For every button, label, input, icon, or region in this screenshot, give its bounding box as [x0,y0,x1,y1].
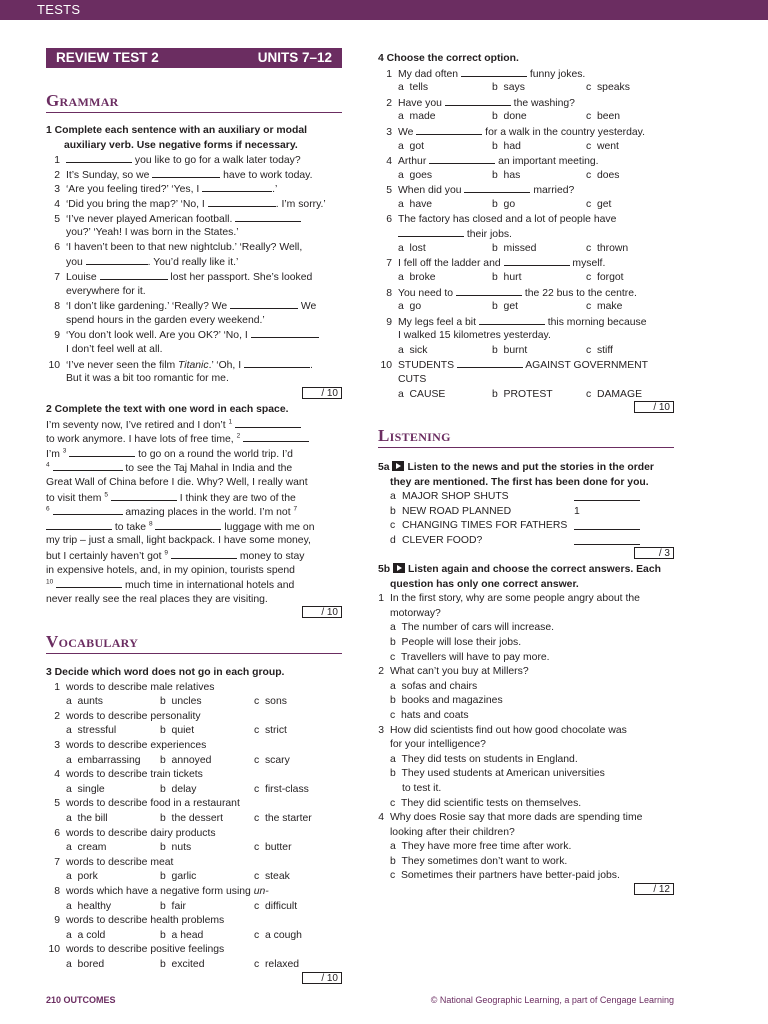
play-audio-icon[interactable] [392,461,404,471]
answer-value: 1 [574,505,580,517]
section-label: TESTS [37,2,81,17]
listening-exercise-5b: 5b Listen again and choose the correct answers. Each question has only one correct answer. 1 In the first story, why are some people angry about the motorway? a The number of cars will increase. b People will lose their jobs. c Travellers will have to pay more. 2 What can’t you buy at Millers? a sofas and chairs b books and magazines c hats and coats 3 How did scientists find out how good chocolate was for your intelligence? a They did tests on students in England. b They used students at American universities to test it. c They did scientific tests on themselves. 4 Why does Rosie say that more dads are spending time looking after their children? a They have more free time after work. b They sometimes don’t want to work. c Sometimes their partners have better-paid jobs. [378,563,674,884]
play-audio-icon[interactable] [393,563,405,573]
ex3-instruction: 3 Decide which word does not go in each group. [46,667,285,678]
test-title: REVIEW TEST 2 [56,50,159,65]
ex4-score-box: / 10 [634,401,674,413]
ex1-score-box: / 10 [302,387,342,399]
item-letter: c [390,520,396,532]
list-item [378,519,674,534]
vocabulary-heading: Vocabulary [46,632,139,651]
review-test-title-bar [46,48,342,68]
section-header-bar [0,0,768,20]
choose-exercise-4: 4 Choose the correct option. 1 My dad often funny jokes. a tells b says c speaks 2 Have you the washing? a made b done c been 3 We for a walk in the country yesterday. a got b had c went 4 Arthur an important meeting. a goes b has c does 5 When did you married? a have b go c get 6 The factory has closed and a lot of people have their jobs. a lost b missed c thrown 7 I fell off the ladder and myself. a broke b hurt c forgot 8 You need to the 22 bus to the centre. a go b get c make 9 My legs feel a bit this morning because I walked 15 kilometres yesterday. a sick b burnt c stiff 10 STUDENTS AGAINST GOVERNMENT CUTS a CAUSE b PROTEST c DAMAGE [378,52,674,402]
ex3-score-box: / 10 [302,972,342,984]
ex4-instruction: 4 Choose the correct option. [378,53,519,64]
list-item [378,505,674,520]
ex5b-instruction-2: question has only one correct answer. [390,578,579,590]
page-number: 210 OUTCOMES [46,995,116,1005]
grammar-exercise-2: 2 Complete the text with one word in each space. I’m seventy now, I’ve retired and I don’t $^1$ to work anymore. I have lots of free time, $^2$ I’m $^3$ to go on a round the world trip. I’d $^4$ to see the Taj Mahal in India and the Great Wall of China before I die. Why? Well, I really want to visit them $^5$ I think they are two of the $^6$ amazing places in the world. I’m not $^7$ to take $^8$ luggage with me on my trip – just a small, light backpack. I have some money, but I certainly haven’t got $^9$ money to stay in expensive hotels, and, in my opinion, tourists spend $^{10}$ much time in international hotels and never really see the real places they are visiting. [46,403,342,607]
answer-blank[interactable] [574,529,640,530]
ex5b-score-box: / 12 [634,883,674,895]
answer-blank[interactable] [574,500,640,501]
grammar-heading: Grammar [46,91,119,110]
vocabulary-exercise-3: 3 Decide which word does not go in each group. 1 words to describe male relatives a aunts b uncles c sons 2 words to describe personality a stressful b quiet c strict 3 words to describe experiences a embarrassing b annoyed c scary 4 words to describe train tickets a single b delay c first-class 5 words to describe food in a restaurant a the bill b the dessert c the starter 6 words to describe dairy products a cream b nuts c butter 7 words to describe meat a pork b garlic c steak 8 words which have a negative form using un- a healthy b fair c difficult 9 words to describe health problems a a cold b a head c a cough 10 words to describe positive feelings a bored b excited c relaxed [46,666,342,972]
ex5b-instruction: Listen again and choose the correct answers. Each [408,564,661,575]
list-item [378,534,674,549]
ex5b-label: 5b [378,564,391,575]
copyright: © National Geographic Learning, a part of Cengage Learning [430,995,674,1005]
item-text: MAJOR SHOP SHUTS [402,491,509,503]
item-text: CLEVER FOOD? [402,534,483,546]
ex2-score-box: / 10 [302,606,342,618]
grammar-divider [46,112,342,113]
listening-divider [378,447,674,448]
item-letter: d [390,534,396,546]
ex5a-label: 5a [378,462,390,473]
list-item [378,490,674,505]
listening-exercise-5a [378,461,674,549]
listening-heading: Listening [378,426,451,445]
item-text: NEW ROAD PLANNED [402,505,512,517]
item-letter: a [390,491,396,503]
answer-blank[interactable] [574,544,640,545]
units-label: UNITS 7–12 [257,50,332,65]
item-letter: b [390,505,396,517]
ex5a-score-box: / 3 [634,547,674,559]
ex1-instruction: 1 Complete each sentence with an auxiliary or modal [46,125,308,136]
vocabulary-divider [46,653,342,654]
grammar-exercise-1: 1 Complete each sentence with an auxiliary or modal auxiliary verb. Use negative forms if necessary. 1 you like to go for a walk later today? 2 It’s Sunday, so we have to work today. 3 ‘Are you feeling tired?’ ‘Yes, I .’ 4 ‘Did you bring the map?’ ‘No, I . I’m sorry.’ 5 ‘I’ve never played American football. you?’ ‘Yeah! I was born in the States.’ 6 ‘I haven’t been to that new nightclub.’ ‘Really? Well, you . You’d really like it.’ 7 Louise lost her passport. She’s looked everywhere for it. 8 ‘I don’t like gardening.’ ‘Really? We We spend hours in the garden every weekend.’ 9 ‘You don’t look well. Are you OK?’ ‘No, I I don’t feel well at all. 10 ‘I’ve never seen the film Titanic.’ ‘Oh, I . But it was a bit too romantic for me. [46,124,342,387]
ex1-instruction-2: auxiliary verb. Use negative forms if necessary. [64,139,298,151]
item-text: CHANGING TIMES FOR FATHERS [402,520,568,532]
ex2-instruction: 2 Complete the text with one word in each space. [46,404,289,415]
ex5a-instruction-2: they are mentioned. The first has been done for you. [390,476,649,488]
ex5a-instruction: Listen to the news and put the stories in the order [407,462,654,473]
